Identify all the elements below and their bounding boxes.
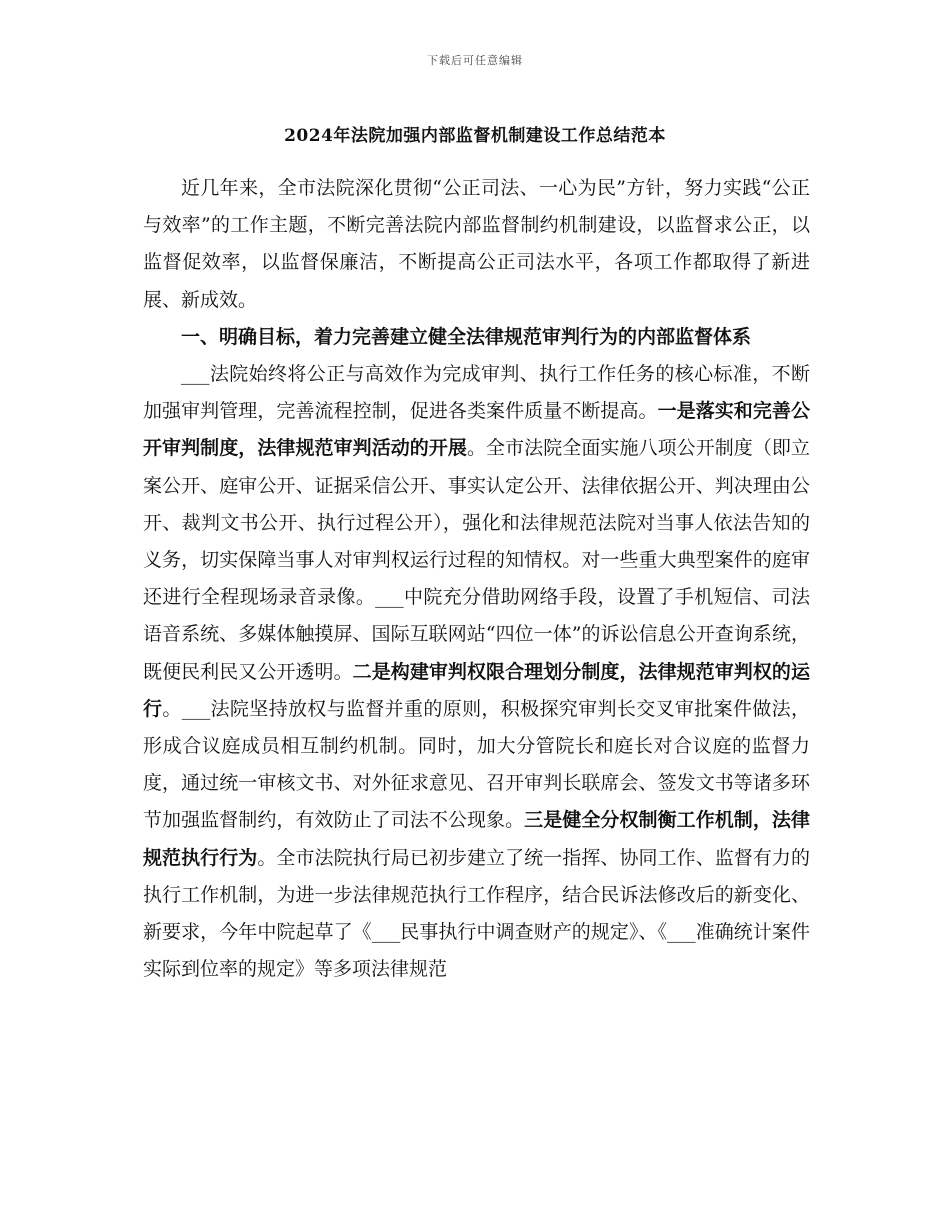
- point-one-heading: 一是落实和完善公开审判制度，法律规范审判活动的开展: [143, 400, 810, 460]
- paragraph-text: 。___法院坚持放权与监督并重的原则，积极探究审判长交叉审批案件做法，形成合议庭成员相互制约机制。同时，加大分管院长和庭长对合议庭的监督力度，通过统一审核文书、对外征求意见、召开审判长联席会、签发文书等诸多环节加强监督制约，有效防止了司法不公现象。: [143, 697, 810, 832]
- paragraph-text: 。全市法院全面实施八项公开制度（即立案公开、庭审公开、证据采信公开、事实认定公开、法律依据公开、判决理由公开、裁判文书公开、执行过程公开），强化和法律规范法院对当事人依法告知的义务，切实保障当事人对审判权运行过程的知情权。对一些重大典型案件的庭审还进行全程现场录音录像。___中院充分借助网络手段，设置了手机短信、司法语音系统、多媒体触摸屏、国际互联网站“四位一体”的诉讼信息公开查询系统，既便民利民又公开透明。: [143, 437, 810, 683]
- point-three-heading: 三是健全分权制衡工作机制，法律规范执行行为: [143, 809, 810, 869]
- document-body: [143, 170, 810, 988]
- section-1-paragraph: [143, 356, 810, 988]
- page-header-note: 下载后可任意编辑: [427, 54, 523, 67]
- section-heading-1: 一、明确目标，着力完善建立健全法律规范审判行为的内部监督体系: [181, 325, 752, 348]
- document-title: 2024年法院加强内部监督机制建设工作总结范本: [284, 126, 666, 146]
- paragraph-text: 。全市法院执行局已初步建立了统一指挥、协同工作、监督有力的执行工作机制，为进一步法律规范执行工作程序，结合民诉法修改后的新变化、新要求，今年中院起草了《___民事执行中调查财产的规定》、《___准确统计案件实际到位率的规定》等多项法律规范: [143, 846, 810, 981]
- point-two-heading: 二是构建审判权限合理划分制度，法律规范审判权的运行: [143, 660, 810, 720]
- intro-paragraph: 近几年来，全市法院深化贯彻“公正司法、一心为民”方针，努力实践“公正与效率”的工作主题，不断完善法院内部监督制约机制建设，以监督求公正，以监督促效率，以监督保廉洁，不断提高公正司法水平，各项工作都取得了新进展、新成效。: [143, 177, 810, 311]
- paragraph-text: ___法院始终将公正与高效作为完成审判、执行工作任务的核心标准，不断加强审判管理，完善流程控制，促进各类案件质量不断提高。: [143, 363, 810, 423]
